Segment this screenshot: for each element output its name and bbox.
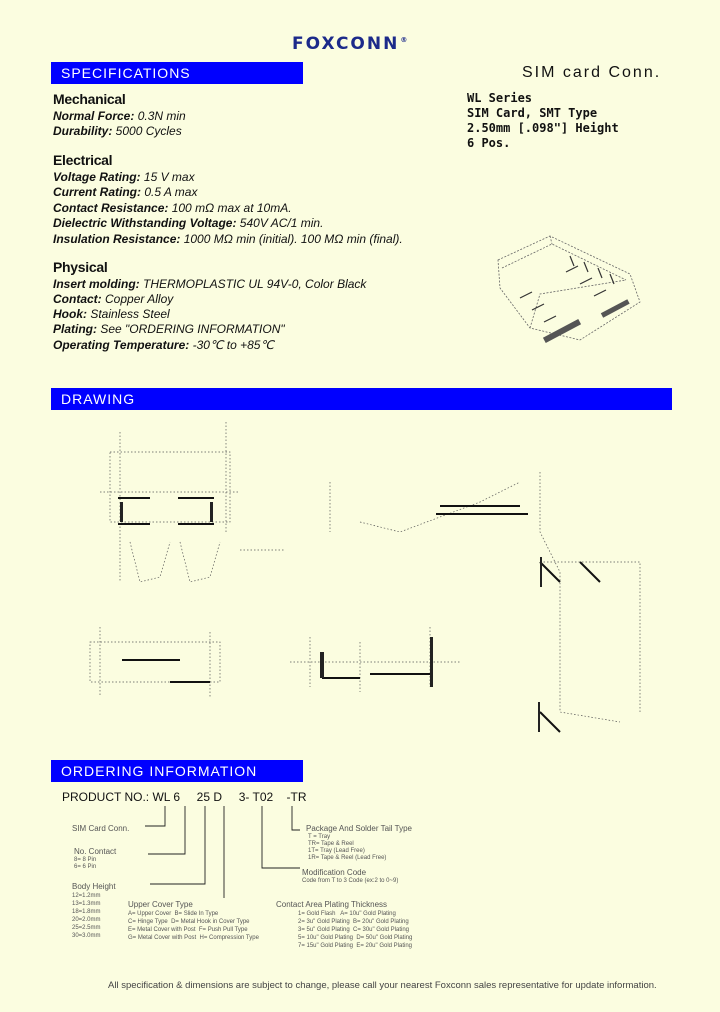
drawing-bar: DRAWING [51, 388, 672, 410]
contact-area-options: 1= Gold Flash A= 10u" Gold Plating 2= 3u" Gold Plating B= 20u" Gold Plating 3= 5u" Gold Plating C= 30u" Gold Plating 5= 10u" Gold Plating D= 50u" Gold Plating 7= 15u" Gold Plating E= 20u" Gold Plating [298, 911, 413, 949]
spec-hook: Hook: Stainless Steel [53, 307, 170, 321]
sim-card-label: SIM Card Conn. [72, 824, 130, 833]
spec-dielectric: Dielectric Withstanding Voltage: 540V AC/1 min. [53, 216, 324, 230]
modification-label: Modification Code [302, 868, 367, 877]
spec-operating-temp: Operating Temperature: -30℃ to +85℃ [53, 338, 274, 352]
spec-voltage: Voltage Rating: 15 V max [53, 170, 195, 184]
foxconn-logo: FOXCONN® [292, 34, 408, 54]
package-options: T = Tray TR= Tape & Reel 1T= Tray (Lead Free) 1R= Tape & Reel (Lead Free) [308, 834, 387, 861]
spec-insert-molding: Insert molding: THERMOPLASTIC UL 94V-0, Color Black [53, 277, 367, 291]
spec-contact-resistance: Contact Resistance: 100 mΩ max at 10mA. [53, 201, 292, 215]
ordering-bar: ORDERING INFORMATION [51, 760, 303, 782]
series-info: WL Series SIM Card, SMT Type 2.50mm [.098"] Height 6 Pos. [467, 91, 619, 150]
modification-options: Code from T to 3 Code (ex:2 to 0~9) [302, 878, 399, 884]
spec-plating: Plating: See "ORDERING INFORMATION" [53, 322, 285, 336]
technical-drawing [60, 412, 680, 752]
no-contact-label: No. Contact [74, 847, 117, 856]
no-contact-options: 8= 8 Pin 6= 6 Pin [74, 857, 97, 870]
spec-current: Current Rating: 0.5 A max [53, 185, 198, 199]
connector-3d-illustration [480, 228, 660, 358]
body-height-label: Body Height [72, 882, 116, 891]
electrical-heading: Electrical [53, 152, 113, 168]
mechanical-heading: Mechanical [53, 91, 126, 107]
spec-insulation: Insulation Resistance: 1000 MΩ min (initial). 100 MΩ min (final). [53, 232, 403, 246]
product-title: SIM card Conn. [522, 64, 662, 81]
body-height-options: 12=1.2mm 13=1.3mm 18=1.8mm 20=2.0mm 25=2.5mm 30=3.0mm [72, 893, 101, 939]
spec-contact: Contact: Copper Alloy [53, 292, 174, 306]
specifications-bar: SPECIFICATIONS [51, 62, 303, 84]
package-label: Package And Solder Tail Type [306, 824, 412, 833]
physical-heading: Physical [53, 259, 108, 275]
spec-durability: Durability: 5000 Cycles [53, 124, 182, 138]
product-number: PRODUCT NO.: WL 6 25 D 3- T02 -TR [62, 790, 307, 804]
upper-cover-label: Upper Cover Type [128, 900, 193, 909]
upper-cover-options: A= Upper Cover B= Slide In Type C= Hinge Type D= Metal Hook in Cover Type E= Metal Cover with Post F= Push Pull Type G= Metal Cover with Post H= Compression Type [128, 911, 259, 941]
spec-normal-force: Normal Force: 0.3N min [53, 109, 186, 123]
contact-area-label: Contact Area Plating Thickness [276, 900, 388, 909]
footer-note: All specification & dimensions are subject to change, please call your nearest Foxconn sales representative for update information. [108, 980, 657, 991]
